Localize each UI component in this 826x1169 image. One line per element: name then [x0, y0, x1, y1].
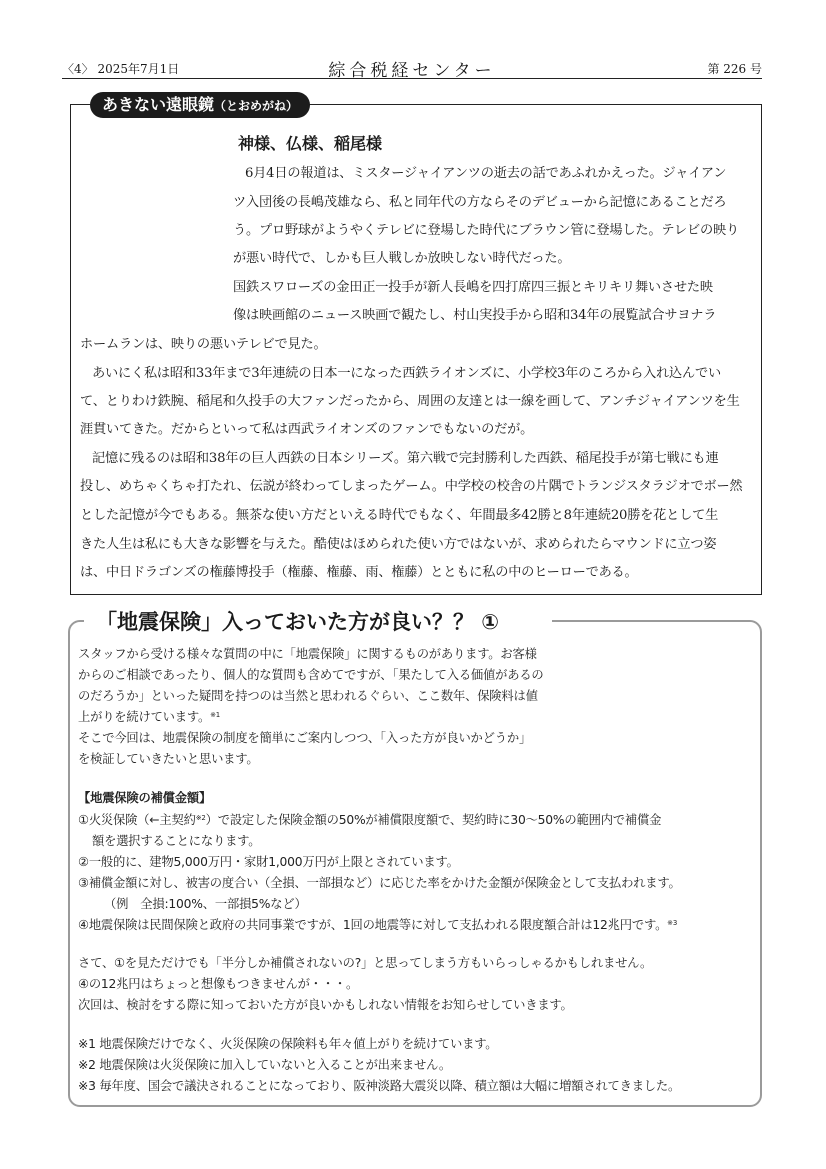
article-title: 「地震保険」入っておいた方が良い？？ ① — [96, 610, 500, 634]
column-tab-label — [90, 92, 310, 118]
intro-line: のだろうか」といった疑問を持つのは当然と思われるぐらい、ここ数年、保険料は値 — [78, 689, 538, 703]
intro-line: そこで今回は、地震保険の制度を簡単にご案内しつつ、「入った方が良いかどうか」 — [78, 731, 532, 745]
column-line: きた人生は私にも大きな影響を与えた。酷使はほめられた使い方ではないが、求められたらマウンドに立つ姿 — [80, 537, 717, 552]
header-divider — [62, 78, 762, 79]
issue-number: 第 226 号 — [707, 62, 762, 76]
subheading: 【地震保険の補償金額】 — [78, 791, 212, 805]
column-line: 像は映画館のニュース映画で観たし、村山実投手から昭和34年の展覧試合サヨナラ — [233, 308, 717, 323]
footnote: ※2 地震保険は火災保険に加入していないと入ることが出来ません。 — [78, 1058, 451, 1072]
column-line: ツ入団後の長嶋茂雄なら、私と同年代の方ならそのデビューから記憶にあることだろ — [233, 195, 727, 210]
column-line: う。プロ野球がようやくテレビに登場した時代にブラウン管に登場した。テレビの映り — [233, 223, 739, 238]
footnote-ref-3: ※3 — [667, 919, 678, 927]
item-line: 額を選択することになります。 — [92, 834, 261, 848]
intro-line: 上がりを続けています。$^{※1}$ — [78, 710, 221, 724]
intro-line: スタッフから受ける様々な質問の中に「地震保険」に関するものがあります。お客様 — [78, 647, 537, 661]
column-title: 神様、仏様、稲尾様 — [238, 134, 383, 153]
column-line: 国鉄スワローズの金田正一投手が新人長嶋を四打席四三振とキリキリ舞いさせた映 — [233, 280, 713, 295]
issue-date: 〈4〉 2025年7月1日 — [62, 62, 180, 76]
footnote: ※1 地震保険だけでなく、火災保険の保険料も年々値上がりを続けています。 — [78, 1037, 498, 1051]
item-line: （例 全損:100%、一部損5%など） — [104, 897, 307, 911]
column-line: ホームランは、映りの悪いテレビで見た。 — [80, 337, 327, 352]
column-line: あいにく私は昭和33年まで3年連続の日本一になった西鉄ライオンズに、小学校3年のころから入れ込んでい — [92, 366, 721, 381]
column-tab-reading: （とおめがね） — [214, 99, 299, 113]
intro-line: を検証していきたいと思います。 — [78, 752, 259, 766]
column-line: 記憶に残るのは昭和38年の巨人西鉄の日本シリーズ。第六戦で完封勝利した西鉄、稲尾投手が第七戦にも連 — [92, 451, 719, 466]
item-line: ④地震保険は民間保険と政府の共同事業ですが、1回の地震等に対して支払われる限度額合計は12兆円です。$^{※3}$ — [78, 918, 678, 932]
closing-line: さて、①を見ただけでも「半分しか補償されないの?」と思ってしまう方もいらっしゃるかもしれません。 — [78, 956, 653, 970]
item-line: ③補償金額に対し、被害の度合い（全損、一部損など）に応じた率をかけた金額が保険金として支払われます。 — [78, 876, 681, 890]
column-line: 6月4日の報道は、ミスタージャイアンツの逝去の話であふれかえった。ジャイアン — [245, 166, 727, 181]
column-line: が悪い時代で、しかも巨人戦しか放映しない時代だった。 — [233, 251, 571, 266]
column-tab-main: あきない遠眼鏡 — [102, 95, 215, 114]
closing-line: ④の12兆円はちょっと想像もつきませんが・・・。 — [78, 977, 359, 991]
footnote-ref-2: ※2 — [195, 814, 206, 822]
intro-line: からのご相談であったり、個人的な質問も含めてですが、「果たして入る価値があるの — [78, 668, 544, 682]
column-line: 投し、めちゃくちゃ打たれ、伝説が終わってしまったゲーム。中学校の校舎の片隅でトランジスタラジオでボー然 — [80, 479, 743, 494]
item-line: ②一般的に、建物5,000万円・家財1,000万円が上限とされています。 — [78, 855, 459, 869]
page-header — [62, 58, 762, 80]
closing-line: 次回は、検討をする際に知っておいた方が良いかもしれない情報をお知らせしていきます。 — [78, 998, 573, 1012]
footnote: ※3 毎年度、国会で議決されることになっており、阪神淡路大震災以降、積立額は大幅に増額されてきました。 — [78, 1079, 681, 1093]
footnote-ref-1: ※1 — [210, 711, 221, 719]
column-line: は、中日ドラゴンズの権藤博投手（権藤、権藤、雨、権藤）とともに私の中のヒーローである。 — [80, 565, 638, 580]
publication-name: 綜合税経センター — [328, 61, 496, 81]
column-line: て、とりわけ鉄腕、稲尾和久投手の大ファンだったから、周囲の友達とは一線を画して、アンチジャイアンツを生 — [80, 394, 740, 409]
item-line: ①火災保険（←主契約$^{※2}$）で設定した保険金額の50%が補償限度額で、契約時に30～50%の範囲内で補償金 — [78, 813, 662, 827]
column-line: 涯貫いてきた。だからといって私は西武ライオンズのファンでもないのだが。 — [80, 422, 534, 437]
column-line: とした記憶が今でもある。無茶な使い方だといえる時代でもなく、年間最多42勝と8年連続20勝を花として生 — [80, 508, 719, 523]
